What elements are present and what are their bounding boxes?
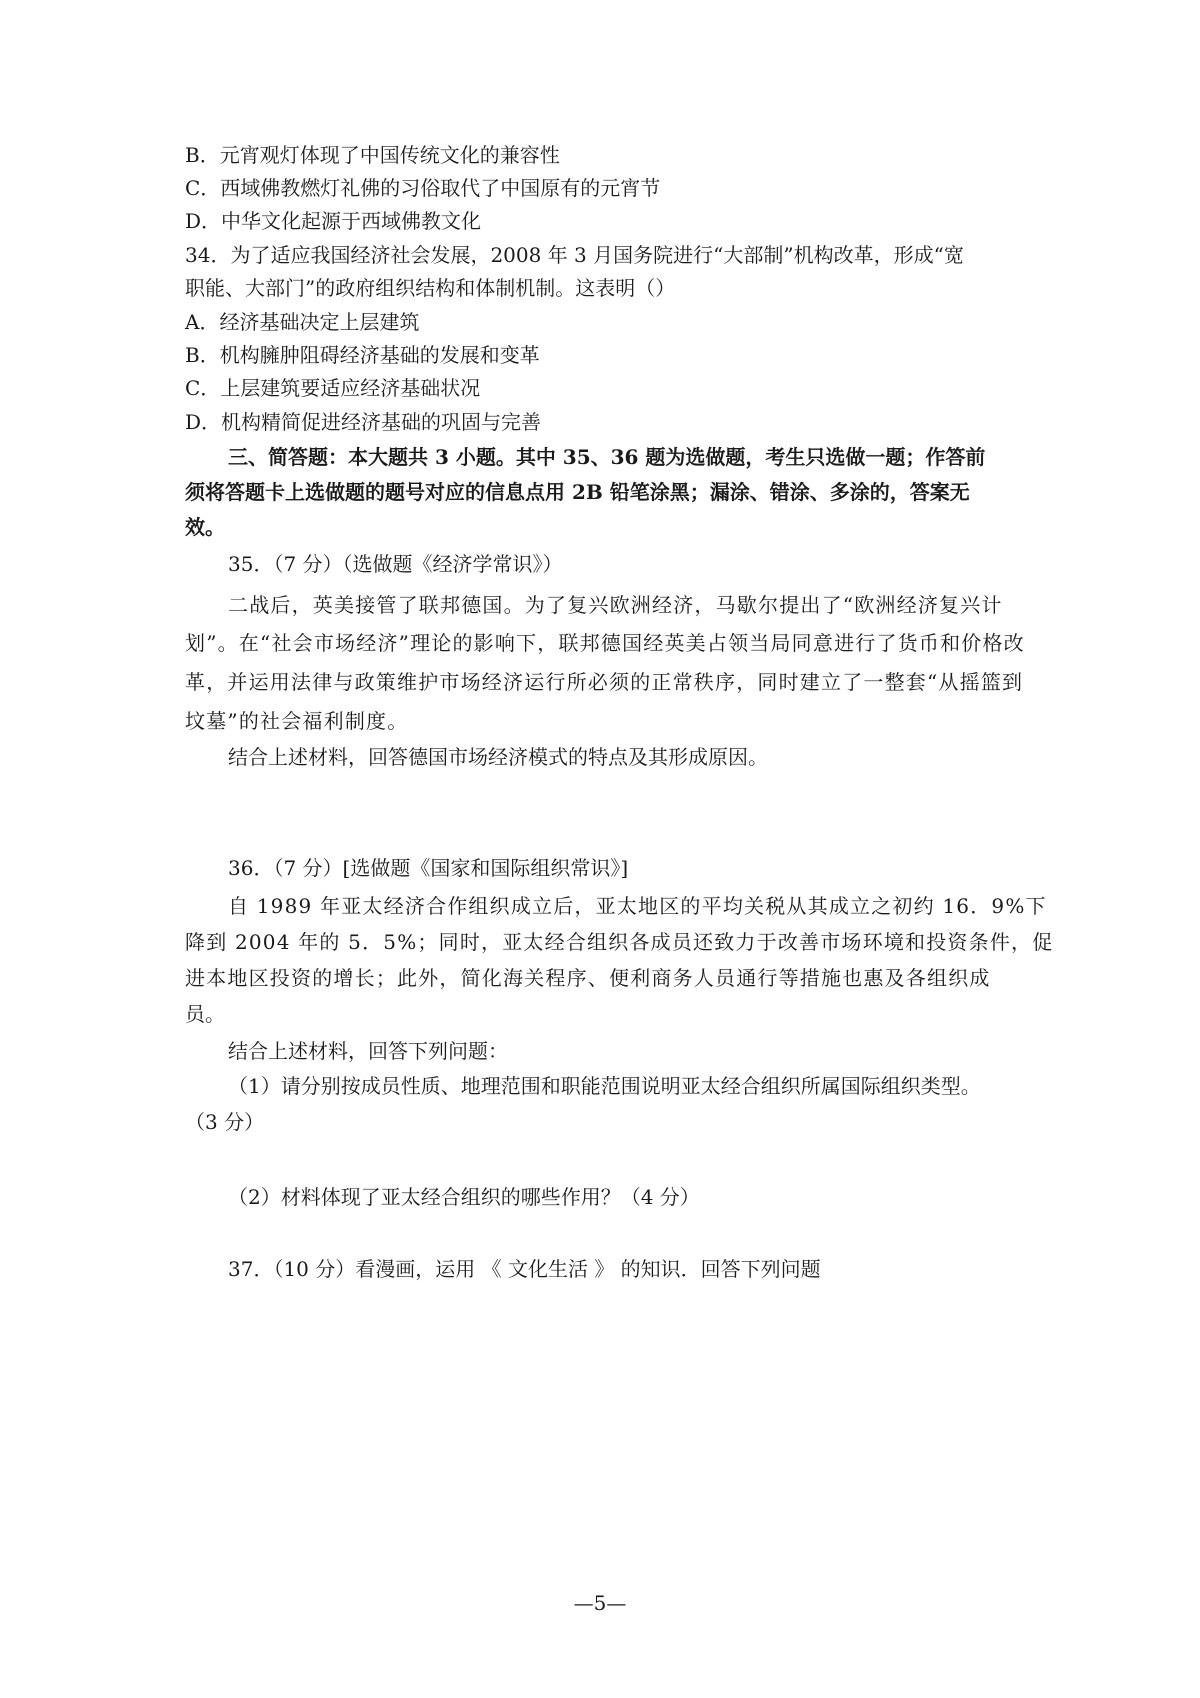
section3-header-line1: 三、简答题：本大题共 3 小题。其中 35、36 题为选做题，考生只选做一题；作答前 bbox=[228, 445, 986, 469]
q35-paragraph-line2: 划”。在“社会市场经济”理论的影响下，联邦德国经英美占领当局同意进行了货币和价格改 bbox=[185, 631, 1025, 655]
q36-paragraph-line2: 降到 2004 年的 5．5%；同时，亚太经合组织各成员还致力于改善市场环境和投资条件，促 bbox=[185, 930, 1054, 954]
q33-option-c: C．西域佛教燃灯礼佛的习俗取代了中国原有的元宵节 bbox=[185, 176, 661, 200]
section3-header-line3: 效。 bbox=[185, 515, 225, 539]
q36-paragraph-line1: 自 1989 年亚太经济合作组织成立后，亚太地区的平均关税从其成立之初约 16．9%下 bbox=[228, 894, 1047, 918]
q36-prompt: 结合上述材料，回答下列问题： bbox=[228, 1039, 508, 1063]
q37-title: 37．（10 分）看漫画，运用 《 文化生活 》 的知识．回答下列问题 bbox=[228, 1257, 821, 1281]
q34-option-d: D．机构精简促进经济基础的巩固与完善 bbox=[185, 410, 542, 434]
q35-question: 结合上述材料，回答德国市场经济模式的特点及其形成原因。 bbox=[228, 745, 768, 769]
q36-title: 36．（7 分）[选做题《国家和国际组织常识》] bbox=[228, 856, 629, 880]
q34-stem-line2: 职能、大部门”的政府组织结构和体制机制。这表明（） bbox=[185, 276, 676, 300]
q36-paragraph-line3: 进本地区投资的增长；此外，简化海关程序、便利商务人员通行等措施也惠及各组织成 bbox=[185, 966, 991, 990]
q36-sub1-line2: （3 分） bbox=[185, 1110, 265, 1134]
q36-sub2: （2）材料体现了亚太经合组织的哪些作用？（4 分） bbox=[228, 1185, 700, 1209]
q33-option-d: D．中华文化起源于西域佛教文化 bbox=[185, 209, 482, 233]
q36-sub1-line1: （1）请分别按成员性质、地理范围和职能范围说明亚太经合组织所属国际组织类型。 bbox=[228, 1074, 981, 1098]
q35-paragraph-line4: 坟墓”的社会福利制度。 bbox=[185, 709, 409, 733]
q34-option-c: C．上层建筑要适应经济基础状况 bbox=[185, 376, 481, 400]
q34-option-b: B．机构臃肿阻碍经济基础的发展和变革 bbox=[185, 343, 540, 367]
q35-title: 35．（7 分）（选做题《经济学常识》） bbox=[228, 552, 563, 576]
q34-stem-line1: 34．为了适应我国经济社会发展，2008 年 3 月国务院进行“大部制”机构改革，形成“宽 bbox=[185, 243, 964, 267]
section3-header-line2: 须将答题卡上选做题的题号对应的信息点用 2B 铅笔涂黑；漏涂、错涂、多涂的，答案无 bbox=[185, 480, 970, 504]
q36-paragraph-line4: 员。 bbox=[185, 1002, 225, 1026]
q35-paragraph-line3: 革，并运用法律与政策维护市场经济运行所必须的正常秩序，同时建立了一整套“从摇篮到 bbox=[185, 670, 1024, 694]
q33-option-b: B．元宵观灯体现了中国传统文化的兼容性 bbox=[185, 143, 560, 167]
q34-option-a: A．经济基础决定上层建筑 bbox=[185, 310, 420, 334]
page-number: —5— bbox=[573, 1591, 627, 1615]
q35-paragraph-line1: 二战后，英美接管了联邦德国。为了复兴欧洲经济，马歇尔提出了“欧洲经济复兴计 bbox=[228, 593, 1003, 617]
